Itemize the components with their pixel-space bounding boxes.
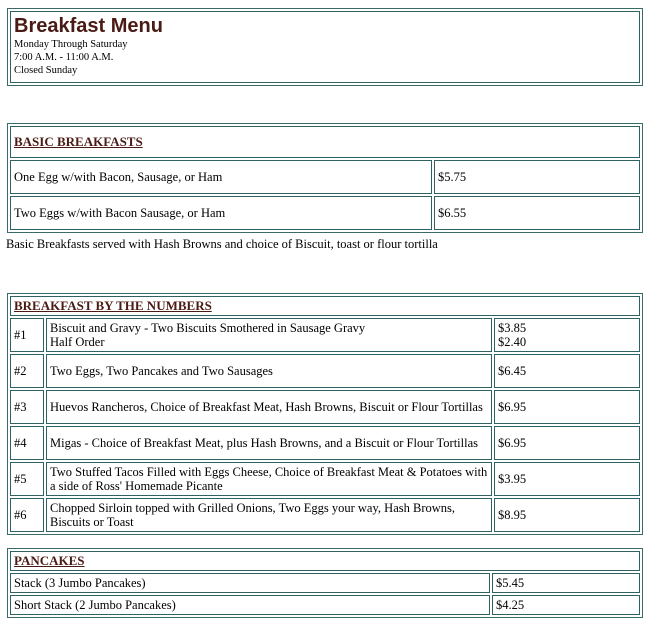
basic-note: Basic Breakfasts served with Hash Browns and choice of Biscuit, toast or flour tortilla — [6, 237, 438, 251]
item-price: $5.75 — [434, 160, 640, 194]
table-row — [10, 426, 640, 460]
item-name: Two Eggs, Two Pancakes and Two Sausages — [46, 354, 492, 388]
hours-text: 7:00 A.M. - 11:00 A.M. — [14, 52, 114, 63]
item-number: #5 — [10, 462, 44, 496]
item-price: $6.55 — [434, 196, 640, 230]
table-row — [10, 390, 640, 424]
breakfast-numbers-table — [7, 293, 643, 535]
item-price: $6.45 — [494, 354, 640, 388]
days-text: Monday Through Saturday — [14, 39, 128, 50]
item-number: #1 — [10, 318, 44, 352]
item-name: Biscuit and Gravy - Two Biscuits Smothered in Sausage Gravy Half Order — [46, 318, 492, 352]
table-row — [10, 160, 640, 194]
item-name: Two Stuffed Tacos Filled with Eggs Cheese, Choice of Breakfast Meat & Potatoes with a side of Ross' Homemade Picante — [46, 462, 492, 496]
item-name: Short Stack (2 Jumbo Pancakes) — [10, 595, 490, 615]
section-heading-basic: BASIC BREAKFASTS — [10, 126, 640, 158]
table-row — [10, 354, 640, 388]
item-name: Huevos Rancheros, Choice of Breakfast Meat, Hash Browns, Biscuit or Flour Tortillas — [46, 390, 492, 424]
table-row — [10, 318, 640, 352]
item-number: #4 — [10, 426, 44, 460]
section-heading-numbers: BREAKFAST BY THE NUMBERS — [10, 296, 640, 316]
item-name: Migas - Choice of Breakfast Meat, plus Hash Browns, and a Biscuit or Flour Tortillas — [46, 426, 492, 460]
table-row — [10, 573, 640, 593]
item-price: $4.25 — [492, 595, 640, 615]
item-price: $3.95 — [494, 462, 640, 496]
item-price: $3.85 $2.40 — [494, 318, 640, 352]
table-row — [10, 196, 640, 230]
page-title: Breakfast Menu — [14, 15, 163, 37]
item-price: $8.95 — [494, 498, 640, 532]
table-row — [10, 462, 640, 496]
item-number: #2 — [10, 354, 44, 388]
item-name: Two Eggs w/with Bacon Sausage, or Ham — [10, 196, 432, 230]
item-price: $5.45 — [492, 573, 640, 593]
item-name: One Egg w/with Bacon, Sausage, or Ham — [10, 160, 432, 194]
item-price: $6.95 — [494, 426, 640, 460]
item-number: #6 — [10, 498, 44, 532]
item-price: $6.95 — [494, 390, 640, 424]
basic-breakfasts-table — [7, 123, 643, 233]
closed-text: Closed Sunday — [14, 65, 78, 76]
item-name: Chopped Sirloin topped with Grilled Onions, Two Eggs your way, Hash Browns, Biscuits or Toast — [46, 498, 492, 532]
section-heading-pancakes: PANCAKES — [10, 551, 640, 571]
pancakes-table — [7, 548, 643, 618]
header-cell — [10, 11, 640, 83]
item-name: Stack (3 Jumbo Pancakes) — [10, 573, 490, 593]
table-row — [10, 595, 640, 615]
table-row — [10, 498, 640, 532]
item-number: #3 — [10, 390, 44, 424]
menu-header — [7, 8, 643, 86]
